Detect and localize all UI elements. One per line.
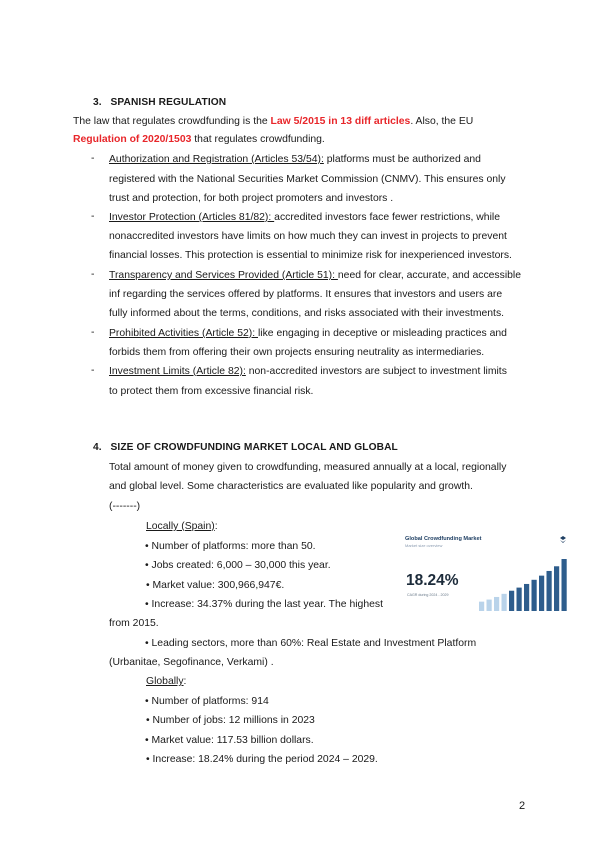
crowdfunding-market-figure	[401, 535, 571, 615]
section-3-intro-line-2: Regulation of 2020/1503 that regulates crowdfunding.	[73, 134, 325, 145]
figure-bar-chart	[401, 535, 571, 615]
figure-subtitle: Market size overview	[405, 543, 443, 548]
list-item-title: Investment Limits (Article 82):	[109, 366, 246, 377]
section-3-heading: 3. SPANISH REGULATION	[93, 97, 227, 108]
list-dash: -	[91, 327, 95, 338]
global-subheading: Globally:	[146, 676, 187, 687]
list-item-title: Transparency and Services Provided (Article 51):	[109, 270, 338, 281]
list-item-text: nonaccredited investors have limits on how much they can invest in projects to prevent	[109, 231, 507, 242]
section-4-intro-line-1: Total amount of money given to crowdfunding, measured annually at a local, regionally	[109, 462, 507, 473]
figure-bar	[532, 580, 537, 611]
list-item-title: Authorization and Registration (Articles 53/54):	[109, 154, 324, 165]
figure-bar	[554, 566, 559, 611]
global-bullet-market-value: • Market value: 117.53 billion dollars.	[145, 735, 314, 746]
eu-regulation-reference: Regulation of 2020/1503	[73, 134, 192, 145]
list-item-investment-limits: Investment Limits (Article 82): non-accredited investors are subject to investment limits	[109, 366, 507, 377]
global-bullet-platforms: • Number of platforms: 914	[145, 696, 269, 707]
figure-bar	[509, 591, 514, 611]
local-bullet-platforms: • Number of platforms: more than 50.	[145, 541, 316, 552]
list-item-prohibited-activities: Prohibited Activities (Article 52): like engaging in deceptive or misleading practices and	[109, 328, 507, 339]
list-item-text: financial losses. This protection is essential to minimize risk for inexperienced investors.	[109, 250, 512, 261]
local-bullet-sectors-cont: (Urbanitae, Segofinance, Verkami) .	[109, 657, 274, 668]
local-subheading: Locally (Spain):	[146, 521, 218, 532]
list-item-text: inf regarding the services offered by platforms. It ensures that investors and users are	[109, 289, 503, 300]
list-item-title: Prohibited Activities (Article 52):	[109, 328, 258, 339]
section-3-intro-line-1: The law that regulates crowdfunding is the Law 5/2015 in 13 diff articles. Also, the EU	[73, 116, 474, 127]
section-4-intro-line-2: and global level. Some characteristics are evaluated like popularity and growth.	[109, 481, 473, 492]
figure-bar	[502, 594, 507, 611]
list-dash: -	[91, 269, 95, 280]
figure-bar	[487, 600, 492, 611]
figure-cagr-value: 18.24%	[406, 572, 459, 589]
global-bullet-increase: • Increase: 18.24% during the period 2024 – 2029.	[146, 754, 378, 765]
list-item-text: fully informed about the terms, conditions, and risks associated with their investments.	[109, 308, 505, 319]
local-bullet-increase-cont: from 2015.	[109, 618, 159, 629]
list-item-title: Investor Protection (Articles 81/82):	[109, 212, 275, 223]
global-bullet-jobs: • Number of jobs: 12 millions in 2023	[146, 715, 315, 726]
list-dash: -	[91, 211, 95, 222]
figure-bar	[524, 584, 529, 611]
list-item-text: forbids them from offering their own projects ensuring neutrality as intermediaries.	[109, 347, 485, 358]
local-bullet-jobs: • Jobs created: 6,000 – 30,000 this year.	[145, 560, 331, 571]
law-reference: Law 5/2015 in 13 diff articles	[270, 116, 411, 127]
local-bullet-increase: • Increase: 34.37% during the last year. The highest	[145, 599, 383, 610]
list-item-investor-protection: Investor Protection (Articles 81/82): accredited investors face fewer restrictions, while	[109, 212, 500, 223]
page-number: 2	[519, 800, 526, 812]
local-bullet-sectors: • Leading sectors, more than 60%: Real Estate and Investment Platform	[145, 638, 477, 649]
dash-placeholder: (-------)	[109, 501, 141, 512]
figure-caption: CAGR during 2024 - 2029	[407, 593, 449, 597]
list-item-text: trust and protection, for both project promoters and investors .	[109, 193, 394, 204]
local-bullet-market-value: • Market value: 300,966,947€.	[146, 580, 285, 591]
list-item-transparency: Transparency and Services Provided (Article 51): need for clear, accurate, and accessible	[109, 270, 521, 281]
list-dash: -	[91, 365, 95, 376]
list-item-text: registered with the National Securities Market Commission (CNMV). This ensures only	[109, 174, 506, 185]
figure-bar	[494, 597, 499, 611]
list-item-text: to protect them from excessive financial risk.	[109, 386, 314, 397]
figure-bar	[479, 602, 484, 611]
list-item-authorization: Authorization and Registration (Articles 53/54): platforms must be authorized and	[109, 154, 481, 165]
figure-title: Global Crowdfunding Market	[405, 536, 482, 542]
figure-bar	[547, 571, 552, 611]
figure-bar	[539, 576, 544, 611]
figure-bar	[562, 559, 567, 611]
section-4-heading: 4. SIZE OF CROWDFUNDING MARKET LOCAL AND GLOBAL	[93, 442, 398, 453]
figure-bar	[517, 588, 522, 611]
list-dash: -	[91, 153, 95, 164]
